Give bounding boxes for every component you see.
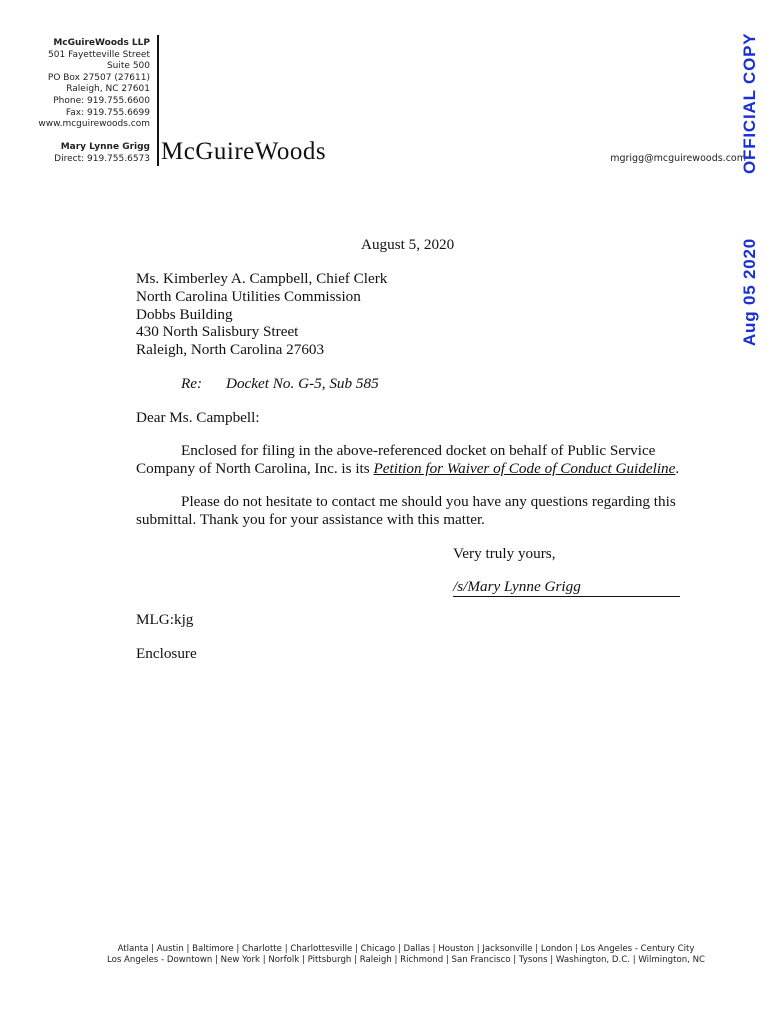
firm-website: www.mcguirewoods.com: [38, 119, 150, 130]
office-locations-line-2: Los Angeles - Downtown | New York | Norfolk | Pittsburgh | Raleigh | Richmond | San Francisco | Tysons | Washington, D.C. | Wilmington, NC: [106, 955, 706, 965]
firm-phone: Phone: 919.755.6600: [53, 95, 150, 106]
recipient-line: Ms. Kimberley A. Campbell, Chief Clerk: [136, 270, 388, 287]
paragraph-line: Please do not hesitate to contact me should you have any questions regarding this: [181, 493, 676, 510]
office-locations-line-1: Atlanta | Austin | Baltimore | Charlotte | Charlottesville | Chicago | Dallas | Houston | Jacksonville | London | Los Angeles - Century City: [117, 944, 695, 954]
typist-initials: MLG:kjg: [136, 611, 194, 628]
author-email: mgrigg@mcguirewoods.com: [610, 153, 746, 164]
firm-address-block: [38, 38, 150, 131]
paragraph-line: Enclosed for filing in the above-referenced docket on behalf of Public Service: [181, 442, 656, 459]
letter-date: August 5, 2020: [361, 236, 455, 253]
recipient-line: Raleigh, North Carolina 27603: [136, 341, 325, 359]
paragraph-text: .: [675, 460, 680, 477]
letterhead-divider: [157, 35, 159, 166]
firm-name: McGuireWoods LLP: [53, 38, 150, 48]
firm-street: 501 Fayetteville Street: [48, 49, 150, 60]
recipient-line: Dobbs Building: [136, 305, 233, 323]
firm-fax: Fax: 919.755.6699: [65, 107, 150, 118]
paragraph-text: Company of North Carolina, Inc. is its: [136, 460, 374, 477]
official-copy-stamp: OFFICIAL COPY: [740, 32, 759, 174]
recipient-line: 430 North Salisbury Street: [136, 323, 299, 341]
paragraph-contact: [136, 493, 676, 529]
author-block: [54, 142, 150, 165]
signature-line: [453, 578, 680, 597]
firm-po-box: PO Box 27507 (27611): [47, 72, 150, 83]
author-name: Mary Lynne Grigg: [60, 142, 150, 152]
paragraph-filing: [136, 442, 679, 478]
firm-suite: Suite 500: [106, 61, 150, 72]
firm-logo: McGuireWoods: [161, 138, 327, 165]
paragraph-line: submittal. Thank you for your assistance with this matter.: [136, 511, 485, 528]
author-direct-phone: Direct: 919.755.6573: [54, 153, 150, 164]
re-label: Re:: [181, 375, 203, 392]
firm-city: Raleigh, NC 27601: [66, 84, 150, 95]
recipient-line: North Carolina Utilities Commission: [136, 287, 361, 305]
docket-reference: Docket No. G-5, Sub 585: [226, 375, 379, 392]
signature: /s/Mary Lynne Grigg: [453, 578, 581, 595]
filed-date-stamp: Aug 05 2020: [740, 237, 759, 347]
recipient-address: [136, 270, 387, 359]
salutation: Dear Ms. Campbell:: [136, 409, 260, 426]
closing: Very truly yours,: [453, 545, 556, 562]
enclosure-note: Enclosure: [136, 645, 197, 662]
paragraph-line: [136, 460, 679, 478]
petition-title: Petition for Waiver of Code of Conduct Guideline: [373, 460, 676, 477]
